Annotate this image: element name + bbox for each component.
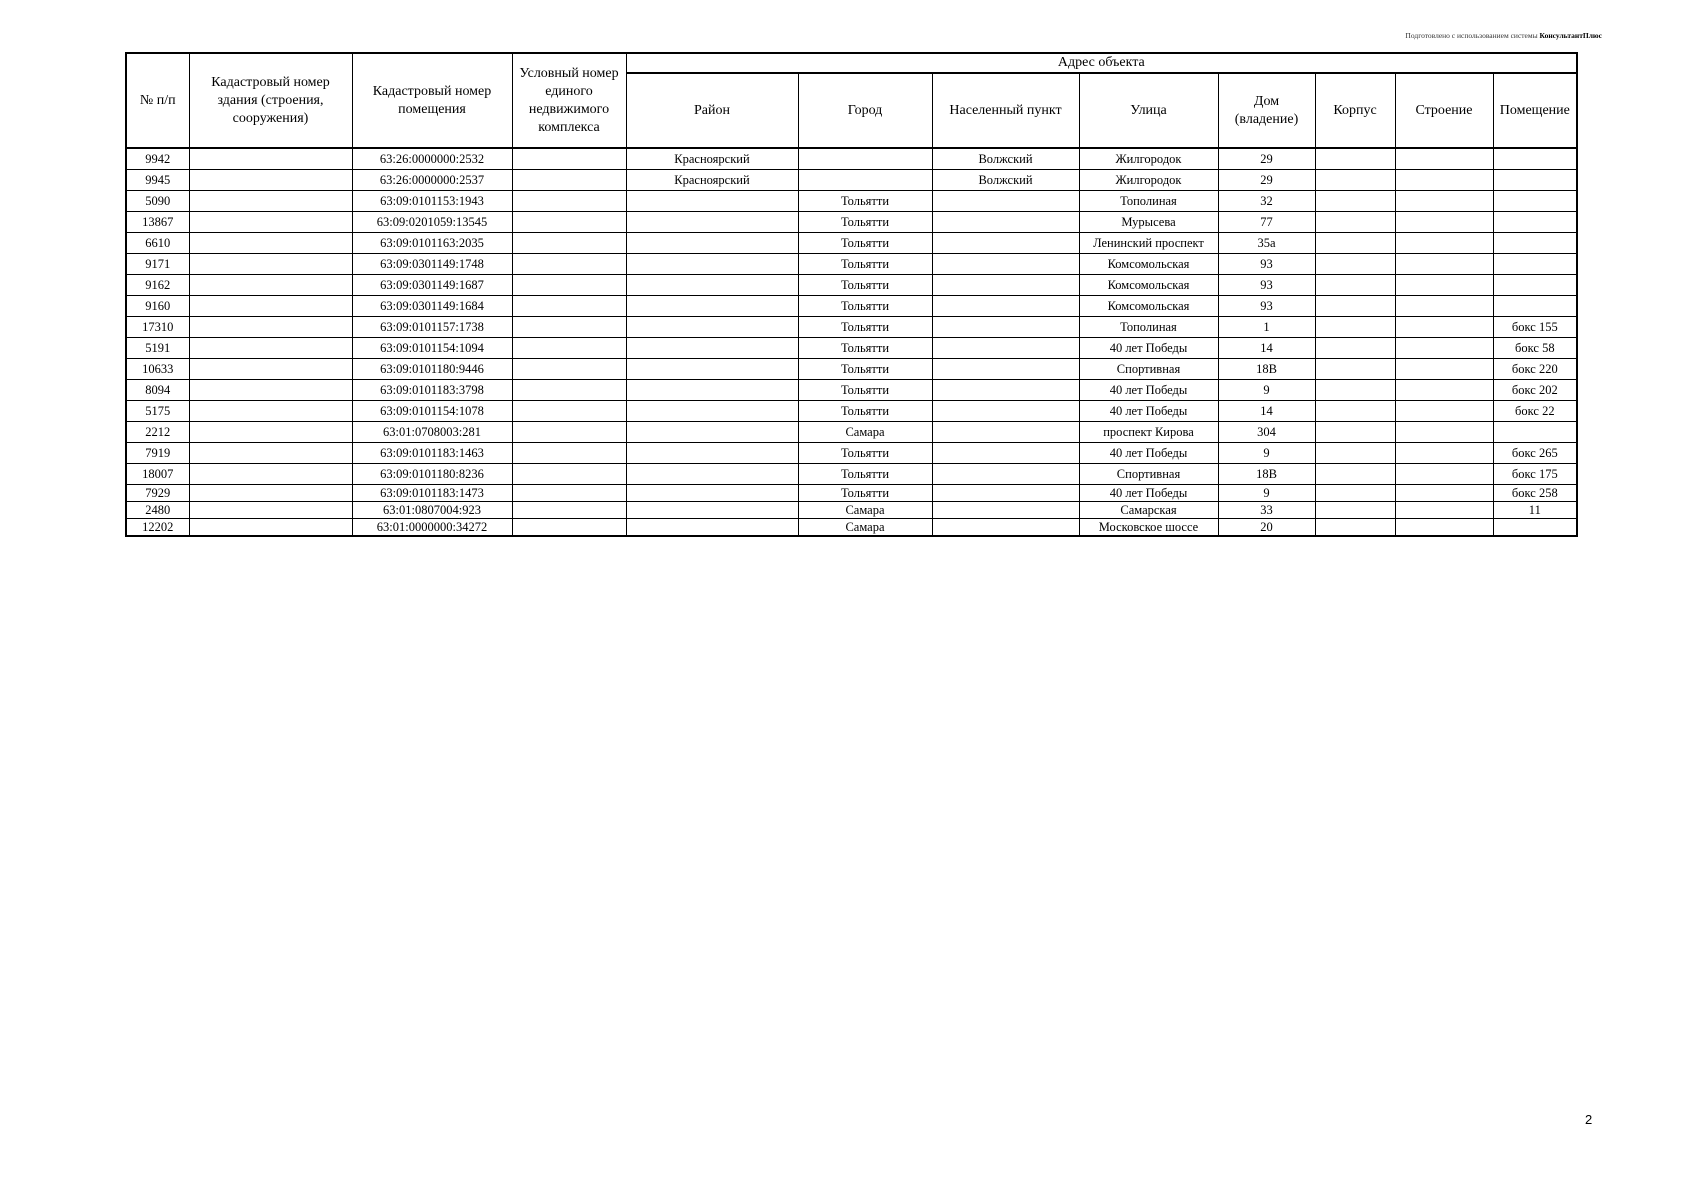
cell-district bbox=[626, 275, 798, 296]
cell-settlement bbox=[932, 380, 1079, 401]
cell-street: Самарская bbox=[1079, 502, 1218, 519]
table-row bbox=[126, 464, 1577, 485]
cell-room-cadastral: 63:09:0101163:2035 bbox=[352, 233, 512, 254]
header-district: Район bbox=[626, 73, 798, 148]
cell-building-cadastral bbox=[189, 380, 352, 401]
cell-num: 7929 bbox=[126, 485, 189, 502]
cell-room bbox=[1493, 212, 1577, 233]
cell-room bbox=[1493, 296, 1577, 317]
cell-district bbox=[626, 296, 798, 317]
cell-district: Красноярский bbox=[626, 148, 798, 170]
cell-block bbox=[1315, 170, 1395, 191]
cell-house: 9 bbox=[1218, 485, 1315, 502]
cell-building-cadastral bbox=[189, 338, 352, 359]
cell-num: 12202 bbox=[126, 519, 189, 537]
cell-room-cadastral: 63:01:0708003:281 bbox=[352, 422, 512, 443]
cell-block bbox=[1315, 191, 1395, 212]
cell-district bbox=[626, 422, 798, 443]
cell-complex-number bbox=[512, 359, 626, 380]
cell-house: 14 bbox=[1218, 401, 1315, 422]
cell-house: 77 bbox=[1218, 212, 1315, 233]
cell-block bbox=[1315, 275, 1395, 296]
cell-room-cadastral: 63:01:0807004:923 bbox=[352, 502, 512, 519]
cell-city: Тольятти bbox=[798, 338, 932, 359]
cell-settlement bbox=[932, 317, 1079, 338]
cell-room: бокс 155 bbox=[1493, 317, 1577, 338]
cell-complex-number bbox=[512, 464, 626, 485]
table-row bbox=[126, 338, 1577, 359]
cell-city: Тольятти bbox=[798, 317, 932, 338]
cell-room: бокс 175 bbox=[1493, 464, 1577, 485]
cell-block bbox=[1315, 233, 1395, 254]
header-room: Помещение bbox=[1493, 73, 1577, 148]
cell-city: Тольятти bbox=[798, 212, 932, 233]
cell-complex-number bbox=[512, 296, 626, 317]
cell-settlement bbox=[932, 296, 1079, 317]
cell-street: Спортивная bbox=[1079, 359, 1218, 380]
cell-building bbox=[1395, 170, 1493, 191]
cell-house: 1 bbox=[1218, 317, 1315, 338]
cell-num: 9162 bbox=[126, 275, 189, 296]
table-row bbox=[126, 502, 1577, 519]
table-row bbox=[126, 275, 1577, 296]
cell-complex-number bbox=[512, 275, 626, 296]
cell-room: бокс 258 bbox=[1493, 485, 1577, 502]
cell-block bbox=[1315, 254, 1395, 275]
table-row bbox=[126, 401, 1577, 422]
cell-num: 5175 bbox=[126, 401, 189, 422]
cell-building-cadastral bbox=[189, 443, 352, 464]
cell-city: Самара bbox=[798, 519, 932, 537]
cell-building bbox=[1395, 519, 1493, 537]
cell-house: 14 bbox=[1218, 338, 1315, 359]
cell-num: 2480 bbox=[126, 502, 189, 519]
cell-room bbox=[1493, 170, 1577, 191]
cell-district bbox=[626, 443, 798, 464]
cell-building bbox=[1395, 338, 1493, 359]
cell-building bbox=[1395, 359, 1493, 380]
cell-building bbox=[1395, 380, 1493, 401]
cell-city bbox=[798, 170, 932, 191]
table-row bbox=[126, 317, 1577, 338]
cell-house: 33 bbox=[1218, 502, 1315, 519]
cell-house: 29 bbox=[1218, 170, 1315, 191]
table-row bbox=[126, 191, 1577, 212]
cell-house: 93 bbox=[1218, 254, 1315, 275]
cell-room: 11 bbox=[1493, 502, 1577, 519]
cell-city: Тольятти bbox=[798, 359, 932, 380]
cell-room-cadastral: 63:26:0000000:2537 bbox=[352, 170, 512, 191]
cell-block bbox=[1315, 212, 1395, 233]
cell-num: 8094 bbox=[126, 380, 189, 401]
table-row bbox=[126, 254, 1577, 275]
cell-complex-number bbox=[512, 254, 626, 275]
cell-room: бокс 58 bbox=[1493, 338, 1577, 359]
cell-room-cadastral: 63:09:0301149:1687 bbox=[352, 275, 512, 296]
cell-block bbox=[1315, 380, 1395, 401]
cell-complex-number bbox=[512, 191, 626, 212]
cell-num: 18007 bbox=[126, 464, 189, 485]
cell-num: 6610 bbox=[126, 233, 189, 254]
cell-block bbox=[1315, 317, 1395, 338]
cell-building-cadastral bbox=[189, 464, 352, 485]
cell-building-cadastral bbox=[189, 212, 352, 233]
table-row bbox=[126, 212, 1577, 233]
header-street: Улица bbox=[1079, 73, 1218, 148]
cell-street: Комсомольская bbox=[1079, 275, 1218, 296]
header-building: Строение bbox=[1395, 73, 1493, 148]
cell-district bbox=[626, 485, 798, 502]
cell-num: 2212 bbox=[126, 422, 189, 443]
cell-room bbox=[1493, 422, 1577, 443]
header-block: Корпус bbox=[1315, 73, 1395, 148]
header-house: Дом (владение) bbox=[1218, 73, 1315, 148]
cell-block bbox=[1315, 502, 1395, 519]
cell-num: 9945 bbox=[126, 170, 189, 191]
cell-city: Тольятти bbox=[798, 254, 932, 275]
cell-house: 29 bbox=[1218, 148, 1315, 170]
cell-room bbox=[1493, 233, 1577, 254]
cell-street: 40 лет Победы bbox=[1079, 485, 1218, 502]
cell-settlement: Волжский bbox=[932, 170, 1079, 191]
header-settlement: Населенный пункт bbox=[932, 73, 1079, 148]
cell-building-cadastral bbox=[189, 401, 352, 422]
cell-block bbox=[1315, 296, 1395, 317]
cell-room-cadastral: 63:09:0101183:1463 bbox=[352, 443, 512, 464]
cell-settlement bbox=[932, 422, 1079, 443]
cell-room-cadastral: 63:09:0201059:13545 bbox=[352, 212, 512, 233]
cell-street: Комсомольская bbox=[1079, 254, 1218, 275]
cell-district bbox=[626, 401, 798, 422]
cell-district bbox=[626, 191, 798, 212]
cell-street: Спортивная bbox=[1079, 464, 1218, 485]
cell-settlement bbox=[932, 359, 1079, 380]
cell-num: 5090 bbox=[126, 191, 189, 212]
cell-city: Самара bbox=[798, 502, 932, 519]
cell-building-cadastral bbox=[189, 296, 352, 317]
cell-block bbox=[1315, 443, 1395, 464]
cell-settlement bbox=[932, 254, 1079, 275]
cell-num: 7919 bbox=[126, 443, 189, 464]
cell-room bbox=[1493, 148, 1577, 170]
cell-house: 18В bbox=[1218, 464, 1315, 485]
cell-room-cadastral: 63:09:0301149:1684 bbox=[352, 296, 512, 317]
cell-district bbox=[626, 212, 798, 233]
cell-street: Московское шоссе bbox=[1079, 519, 1218, 537]
cell-complex-number bbox=[512, 519, 626, 537]
cell-num: 9942 bbox=[126, 148, 189, 170]
cell-block bbox=[1315, 485, 1395, 502]
cell-street: Тополиная bbox=[1079, 191, 1218, 212]
cell-num: 9171 bbox=[126, 254, 189, 275]
cell-complex-number bbox=[512, 380, 626, 401]
watermark-brand: КонсультантПлюс bbox=[1539, 31, 1602, 40]
cell-building bbox=[1395, 485, 1493, 502]
cell-building bbox=[1395, 254, 1493, 275]
cell-building-cadastral bbox=[189, 191, 352, 212]
cell-building bbox=[1395, 502, 1493, 519]
cell-city: Тольятти bbox=[798, 380, 932, 401]
cell-room-cadastral: 63:09:0101180:9446 bbox=[352, 359, 512, 380]
cell-building-cadastral bbox=[189, 233, 352, 254]
cell-house: 9 bbox=[1218, 443, 1315, 464]
table-row bbox=[126, 233, 1577, 254]
cell-street: Жилгородок bbox=[1079, 170, 1218, 191]
cell-block bbox=[1315, 401, 1395, 422]
cell-room-cadastral: 63:09:0301149:1748 bbox=[352, 254, 512, 275]
cell-house: 93 bbox=[1218, 275, 1315, 296]
cell-street: 40 лет Победы bbox=[1079, 401, 1218, 422]
cell-street: 40 лет Победы bbox=[1079, 338, 1218, 359]
cell-building bbox=[1395, 212, 1493, 233]
cell-room bbox=[1493, 191, 1577, 212]
cell-city: Тольятти bbox=[798, 233, 932, 254]
page-number: 2 bbox=[1585, 1112, 1593, 1127]
cell-building-cadastral bbox=[189, 502, 352, 519]
cell-district bbox=[626, 338, 798, 359]
cell-settlement bbox=[932, 275, 1079, 296]
cell-complex-number bbox=[512, 502, 626, 519]
cell-settlement bbox=[932, 401, 1079, 422]
cell-district bbox=[626, 380, 798, 401]
cell-settlement bbox=[932, 191, 1079, 212]
cell-district: Красноярский bbox=[626, 170, 798, 191]
cell-house: 18В bbox=[1218, 359, 1315, 380]
cell-room-cadastral: 63:09:0101183:1473 bbox=[352, 485, 512, 502]
cell-building-cadastral bbox=[189, 485, 352, 502]
cell-room: бокс 220 bbox=[1493, 359, 1577, 380]
cell-num: 9160 bbox=[126, 296, 189, 317]
cell-city: Тольятти bbox=[798, 443, 932, 464]
cell-street: 40 лет Победы bbox=[1079, 443, 1218, 464]
cell-room-cadastral: 63:01:0000000:34272 bbox=[352, 519, 512, 537]
cell-building-cadastral bbox=[189, 148, 352, 170]
cell-city: Тольятти bbox=[798, 485, 932, 502]
cell-room-cadastral: 63:09:0101157:1738 bbox=[352, 317, 512, 338]
cell-district bbox=[626, 317, 798, 338]
cell-house: 93 bbox=[1218, 296, 1315, 317]
cell-street: Комсомольская bbox=[1079, 296, 1218, 317]
cell-district bbox=[626, 359, 798, 380]
cell-building-cadastral bbox=[189, 422, 352, 443]
cell-building-cadastral bbox=[189, 519, 352, 537]
cell-building-cadastral bbox=[189, 317, 352, 338]
header-num: № п/п bbox=[126, 53, 189, 148]
cell-settlement bbox=[932, 502, 1079, 519]
cell-settlement bbox=[932, 212, 1079, 233]
cell-street: Мурысева bbox=[1079, 212, 1218, 233]
cell-settlement bbox=[932, 338, 1079, 359]
cell-settlement bbox=[932, 464, 1079, 485]
cell-house: 304 bbox=[1218, 422, 1315, 443]
cell-complex-number bbox=[512, 233, 626, 254]
cell-block bbox=[1315, 422, 1395, 443]
table-row bbox=[126, 485, 1577, 502]
cell-house: 32 bbox=[1218, 191, 1315, 212]
header-building-cadastral: Кадастровый номер здания (строения, сооружения) bbox=[189, 53, 352, 148]
cell-city: Самара bbox=[798, 422, 932, 443]
cell-block bbox=[1315, 148, 1395, 170]
table-row bbox=[126, 359, 1577, 380]
cell-block bbox=[1315, 464, 1395, 485]
cell-room bbox=[1493, 275, 1577, 296]
cell-building bbox=[1395, 148, 1493, 170]
cell-room-cadastral: 63:09:0101180:8236 bbox=[352, 464, 512, 485]
header-city: Город bbox=[798, 73, 932, 148]
cell-city: Тольятти bbox=[798, 296, 932, 317]
consultant-watermark bbox=[1405, 31, 1602, 40]
cell-city bbox=[798, 148, 932, 170]
cell-house: 20 bbox=[1218, 519, 1315, 537]
cell-street: Ленинский проспект bbox=[1079, 233, 1218, 254]
cell-complex-number bbox=[512, 148, 626, 170]
cell-house: 9 bbox=[1218, 380, 1315, 401]
cell-building bbox=[1395, 317, 1493, 338]
cell-room-cadastral: 63:09:0101154:1078 bbox=[352, 401, 512, 422]
cell-num: 5191 bbox=[126, 338, 189, 359]
cell-building-cadastral bbox=[189, 359, 352, 380]
cell-complex-number bbox=[512, 401, 626, 422]
cell-city: Тольятти bbox=[798, 464, 932, 485]
cell-street: проспект Кирова bbox=[1079, 422, 1218, 443]
cell-complex-number bbox=[512, 485, 626, 502]
cell-street: Жилгородок bbox=[1079, 148, 1218, 170]
cell-settlement bbox=[932, 233, 1079, 254]
cell-num: 10633 bbox=[126, 359, 189, 380]
cell-room-cadastral: 63:09:0101183:3798 bbox=[352, 380, 512, 401]
cell-district bbox=[626, 233, 798, 254]
cell-block bbox=[1315, 519, 1395, 537]
cell-street: Тополиная bbox=[1079, 317, 1218, 338]
cell-city: Тольятти bbox=[798, 275, 932, 296]
cell-complex-number bbox=[512, 170, 626, 191]
cell-block bbox=[1315, 338, 1395, 359]
table-row bbox=[126, 519, 1577, 537]
table-row bbox=[126, 170, 1577, 191]
cell-district bbox=[626, 254, 798, 275]
cell-settlement bbox=[932, 485, 1079, 502]
cell-building bbox=[1395, 422, 1493, 443]
cell-district bbox=[626, 464, 798, 485]
cell-building-cadastral bbox=[189, 254, 352, 275]
table-row bbox=[126, 422, 1577, 443]
table-row bbox=[126, 296, 1577, 317]
cell-room-cadastral: 63:09:0101153:1943 bbox=[352, 191, 512, 212]
property-registry-table bbox=[125, 52, 1578, 537]
cell-room: бокс 22 bbox=[1493, 401, 1577, 422]
table-row bbox=[126, 148, 1577, 170]
cell-block bbox=[1315, 359, 1395, 380]
cell-street: 40 лет Победы bbox=[1079, 380, 1218, 401]
cell-num: 13867 bbox=[126, 212, 189, 233]
cell-room bbox=[1493, 519, 1577, 537]
cell-building bbox=[1395, 464, 1493, 485]
cell-room: бокс 202 bbox=[1493, 380, 1577, 401]
cell-settlement bbox=[932, 519, 1079, 537]
cell-room: бокс 265 bbox=[1493, 443, 1577, 464]
cell-city: Тольятти bbox=[798, 401, 932, 422]
cell-complex-number bbox=[512, 338, 626, 359]
cell-building bbox=[1395, 275, 1493, 296]
cell-num: 17310 bbox=[126, 317, 189, 338]
table-row bbox=[126, 443, 1577, 464]
cell-complex-number bbox=[512, 443, 626, 464]
cell-building bbox=[1395, 443, 1493, 464]
cell-room bbox=[1493, 254, 1577, 275]
cell-district bbox=[626, 519, 798, 537]
cell-room-cadastral: 63:09:0101154:1094 bbox=[352, 338, 512, 359]
cell-settlement bbox=[932, 443, 1079, 464]
cell-building-cadastral bbox=[189, 170, 352, 191]
cell-house: 35а bbox=[1218, 233, 1315, 254]
cell-complex-number bbox=[512, 212, 626, 233]
header-address-group: Адрес объекта bbox=[626, 53, 1577, 73]
cell-building bbox=[1395, 233, 1493, 254]
cell-settlement: Волжский bbox=[932, 148, 1079, 170]
watermark-prefix: Подготовлено с использованием системы bbox=[1405, 31, 1538, 40]
table-body bbox=[126, 148, 1577, 536]
header-complex-number: Условный номер единого недвижимого комплекса bbox=[512, 53, 626, 148]
header-room-cadastral: Кадастровый номер помещения bbox=[352, 53, 512, 148]
cell-district bbox=[626, 502, 798, 519]
cell-building bbox=[1395, 296, 1493, 317]
table-row bbox=[126, 380, 1577, 401]
cell-complex-number bbox=[512, 422, 626, 443]
cell-building-cadastral bbox=[189, 275, 352, 296]
cell-city: Тольятти bbox=[798, 191, 932, 212]
cell-room-cadastral: 63:26:0000000:2532 bbox=[352, 148, 512, 170]
cell-complex-number bbox=[512, 317, 626, 338]
cell-building bbox=[1395, 401, 1493, 422]
cell-building bbox=[1395, 191, 1493, 212]
